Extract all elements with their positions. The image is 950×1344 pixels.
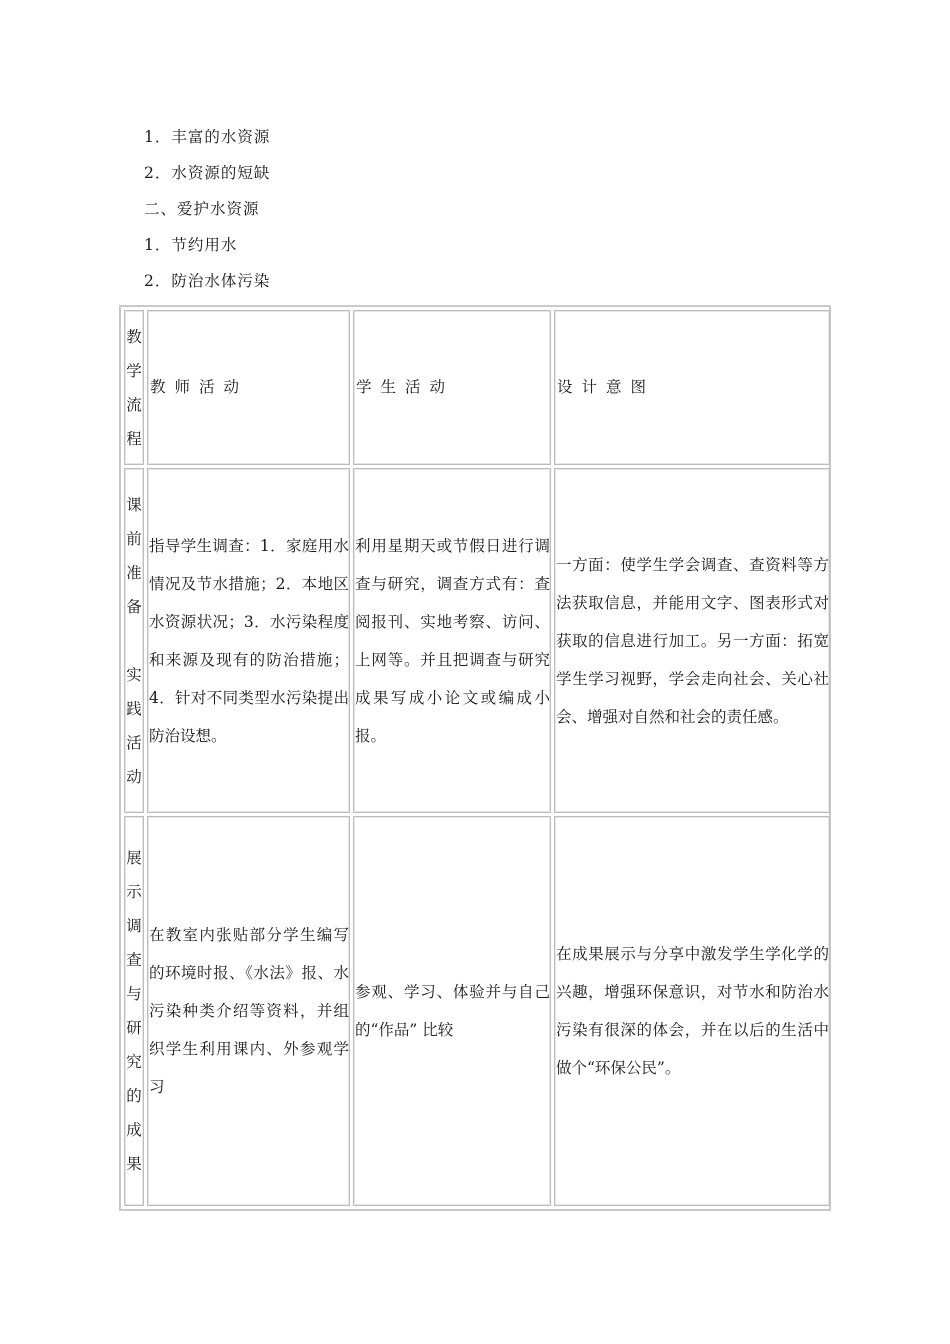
stage-char: 备 (126, 597, 142, 616)
stage-char: 流 (126, 395, 142, 414)
table-header-row (124, 310, 830, 465)
stage-char: 践 (126, 699, 142, 718)
outline-list (144, 0, 270, 299)
stage-char: 学 (126, 361, 142, 380)
table-row (124, 468, 830, 813)
outline-item: 1．节约用水 (144, 236, 238, 254)
student-activity-cell: 参观、学习、体验并与自己的“作品” 比较 (353, 816, 551, 1206)
outline-item: 2．水资源的短缺 (144, 164, 271, 182)
table-row (124, 816, 830, 1206)
stage-char: 动 (126, 767, 142, 786)
outline-item: 2．防治水体污染 (144, 272, 271, 290)
stage-char: 示 (126, 883, 142, 901)
lesson-table (119, 305, 831, 1211)
outline-item: 二、爱护水资源 (144, 200, 260, 218)
stage-cell (124, 468, 144, 813)
stage-char: 程 (126, 429, 142, 448)
teacher-activity-header: 教师活动 (147, 310, 350, 465)
stage-cell (124, 816, 144, 1206)
stage-char: 准 (126, 563, 142, 582)
teacher-activity-cell: 在教室内张贴部分学生编写的环境时报、《水法》报、水污染种类介绍等资料，并组织学生利用课内、外参观学习 (147, 816, 350, 1206)
stage-char: 果 (126, 1155, 142, 1173)
stage-char: 与 (126, 985, 142, 1003)
stage-char: 的 (126, 1087, 142, 1105)
student-activity-cell: 利用星期天或节假日进行调查与研究，调查方式有：查阅报刊、实地考察、访问、上网等。并且把调查与研究成果写成小论文或编成小报。 (353, 468, 551, 813)
design-intent-cell: 在成果展示与分享中激发学生学化学的兴趣，增强环保意识，对节水和防治水污染有很深的体会，并在以后的生活中做个“环保公民”。 (554, 816, 830, 1206)
student-activity-header: 学生活动 (353, 310, 551, 465)
stage-char: 课 (126, 495, 142, 514)
design-intent-cell: 一方面：使学生学会调查、查资料等方法获取信息，并能用文字、图表形式对获取的信息进行加工。另一方面：拓宽学生学习视野，学会走向社会、关心社会、增强对自然和社会的责任感。 (554, 468, 830, 813)
stage-char: 前 (126, 529, 142, 548)
stage-char: 活 (126, 733, 142, 752)
stage-char: 教 (126, 327, 142, 346)
teacher-activity-cell: 指导学生调查：1．家庭用水情况及节水措施；2．本地区水资源状况；3．水污染程度和来源及现有的防治措施；4．针对不同类型水污染提出防治设想。 (147, 468, 350, 813)
stage-char: 究 (126, 1053, 142, 1071)
stage-char: 实 (126, 665, 142, 684)
design-intent-header: 设计意图 (554, 310, 830, 465)
lesson-flow-table (121, 307, 833, 1209)
stage-char: 展 (126, 849, 142, 867)
outline-item: 1．丰富的水资源 (144, 128, 271, 146)
stage-header-cell (124, 310, 144, 465)
stage-char: 研 (126, 1019, 142, 1037)
stage-char: 调 (126, 917, 142, 935)
stage-char: 查 (126, 951, 142, 969)
stage-char: 成 (126, 1121, 142, 1139)
